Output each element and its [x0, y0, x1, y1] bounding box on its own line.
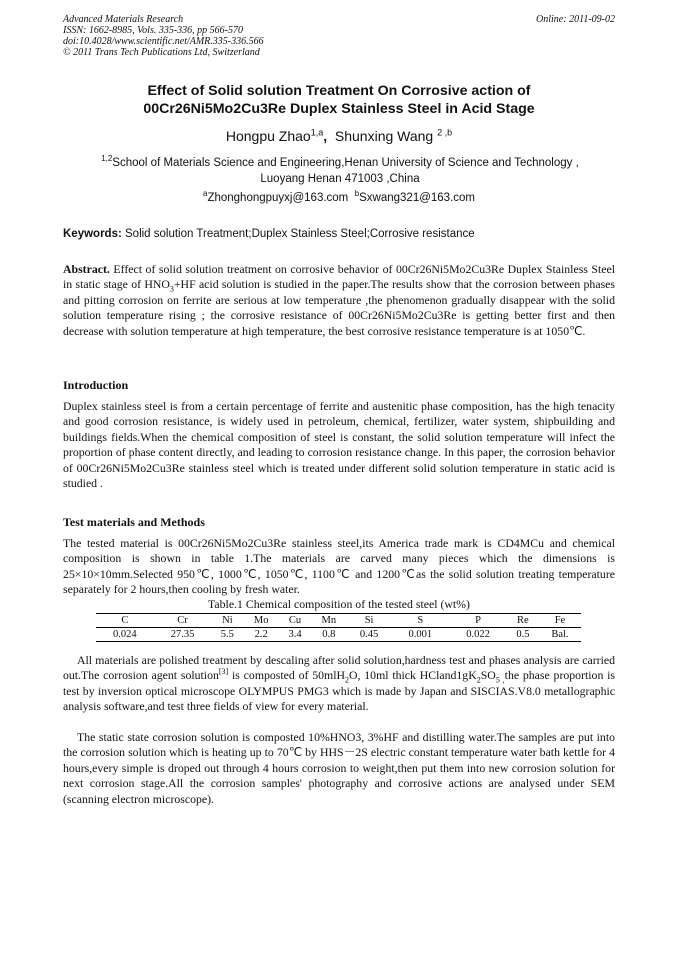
table-cell: 0.001 — [408, 629, 433, 640]
abstract-text-2: +HF acid solution is studied in the paper.The results show that the corrosion between phases and pitting corrosion on ferrite are serious at low temperature ,the phenomenon gradually disappear with the solid solution temperature rising ; the corrosive resistance of 00Cr26Ni5Mo2Cu3Re is getting better first and then decrease with solution temperature at high temperature, the best corrosive resistance temperature is at 1050℃. — [63, 277, 615, 338]
methods-p2-text-c: O, 10ml thick HCland1gK — [349, 668, 477, 683]
table-row — [96, 628, 581, 642]
email-a: Zhonghongpuyxj@163.com — [207, 192, 349, 204]
table-header-cell: Si — [364, 615, 374, 626]
journal-copyright: © 2011 Trans Tech Publications Ltd, Switzerland — [63, 47, 260, 58]
methods-p2-sub-2: 2 — [476, 675, 481, 685]
abstract — [63, 262, 615, 339]
table-cell: 5.5 — [220, 629, 234, 640]
table-cell: Bal. — [551, 629, 569, 640]
keywords-label: Keywords: — [63, 228, 122, 240]
citation-ref: [3] — [218, 667, 229, 677]
methods-p2-sub-1: 2 — [345, 675, 349, 685]
table-header-cell: Fe — [554, 615, 566, 626]
methods-p2-text-b: is composted of 50mlH — [228, 668, 345, 683]
paper-title — [40, 82, 638, 118]
composition-table — [96, 613, 581, 642]
table-header-cell: Mo — [253, 615, 269, 626]
methods-p2-text-d: SO — [480, 668, 496, 683]
table-cell: 3.4 — [288, 629, 302, 640]
author-2-sup: 2 ,b — [437, 127, 453, 138]
table-header-row — [96, 614, 581, 628]
table-cell: 0.8 — [322, 629, 336, 640]
affiliation-line-1: School of Materials Science and Engineering,Henan University of Science and Technology , — [112, 157, 579, 169]
methods-heading: Test materials and Methods — [63, 515, 205, 529]
table-cell: 27.35 — [170, 629, 195, 640]
methods-paragraph-2 — [63, 653, 615, 715]
table-header-cell: Ni — [222, 615, 233, 626]
table-caption: Table.1 Chemical composition of the tested steel (wt%) — [208, 597, 470, 611]
methods-paragraph-3: The static state corrosion solution is composted 10%HNO3, 3%HF and distilling water.The samples are put into the corrosion solution which is heating up to 70℃ by HHS－2S electric constant temperature water bath kettle for 4 hours,every simple is droped out through 4 hours corrosion to weight,then put them into new corrosion solution for next corrosion stage.All the corrosion samples' photography and corrosive actions are analysed under SEM (scanning electron microscope). — [63, 730, 615, 806]
affiliation — [70, 155, 610, 187]
table-header-cell: Mn — [321, 615, 337, 626]
affiliation-line-2: Luoyang Henan 471003 ,China — [260, 173, 420, 185]
journal-doi: doi:10.4028/www.scientific.net/AMR.335-336.566 — [63, 36, 264, 47]
author-1-sup: 1,a — [310, 127, 324, 138]
author-1-name: Hongpu Zhao — [225, 128, 311, 144]
methods-p2-sub-3: 5 , — [495, 675, 505, 685]
affiliation-sup: 1,2 — [101, 154, 113, 164]
methods-p2-text-a: All materials are polished treatment by descaling after solid solution,hardness test and phases analysis are carried out.The corrosion agent solution — [63, 653, 615, 683]
table-cell: 2.2 — [254, 629, 268, 640]
abstract-sub-1: 3 — [169, 284, 174, 294]
abstract-label: Abstract. — [63, 262, 110, 276]
journal-header — [63, 14, 615, 58]
table-cell: 0.5 — [516, 629, 530, 640]
introduction-heading: Introduction — [63, 378, 129, 392]
table-cell: 0.022 — [466, 629, 490, 640]
table-cell: 0.024 — [113, 629, 137, 640]
online-date: Online: 2011-09-02 — [536, 14, 615, 25]
methods-p2-text-e: the phase proportion is test by inversion optical microscope OLYMPUS PMG3 which is made by Japan and SISCIAS.V8.0 metallographic analysis software,and test three fields of view for every material. — [63, 668, 616, 714]
title-line-1: Effect of Solid solution Treatment On Corrosive action of — [147, 83, 531, 99]
keywords-text: Solid solution Treatment;Duplex Stainless Steel;Corrosive resistance — [125, 228, 475, 240]
email-a-sup: a — [202, 189, 208, 199]
author-list: Hongpu Zhao$^{1,a}$, Shunxing Wang $^{2 ,b}$ — [225, 127, 453, 144]
title-line-2: 00Cr26Ni5Mo2Cu3Re Duplex Stainless Steel in Acid Stage — [143, 101, 535, 117]
table-header-cell: S — [417, 615, 424, 626]
table-header-cell: Cr — [177, 615, 188, 626]
methods-paragraph-1: The tested material is 00Cr26Ni5Mo2Cu3Re stainless steel,its America trade mark is CD4MCu and chemical composition is shown in table 1.The materials are carved many pieces which the dimensions is 25×10×10mm.Selected 950℃, 1000℃, 1050℃, 1100℃ and 1200℃as the solid solution treating temperature separately for 2 hours,then cooling by fresh water. — [63, 536, 615, 597]
abstract-text-1: Effect of solid solution treatment on corrosive behavior of 00Cr26Ni5Mo2Cu3Re Duplex Stainless Steel in static stage of HNO — [63, 262, 616, 292]
introduction-text: Duplex stainless steel is from a certain percentage of ferrite and austenitic phase composition, has the high tenacity and good corrosion resistance, is widely used in petroleum, chemical, fertilizer, water system, shipbuilding and buildings fields.When the chemical composition of steel is constant, the solid solution temperature will infect the proportion of phase content directly, and leading to corrosion resistance change. In this paper, the corrosion behavior of 00Cr26Ni5Mo2Cu3Re stainless steel which is treated under different solid solution temperature in static acid is studied . — [63, 399, 615, 491]
journal-name: Advanced Materials Research — [63, 14, 184, 25]
table-header-cell: P — [475, 615, 481, 626]
table-cell: 0.45 — [359, 629, 379, 640]
table-header-cell: Cu — [288, 615, 302, 626]
table-header-cell: C — [121, 615, 129, 626]
keywords — [63, 228, 623, 240]
email-list — [40, 189, 638, 204]
author-2-name: Shunxing Wang — [334, 128, 434, 144]
table-header-cell: Re — [517, 615, 529, 626]
email-b: Sxwang321@163.com — [359, 192, 475, 204]
journal-issn: ISSN: 1662-8985, Vols. 335-336, pp 566-570 — [63, 25, 243, 36]
email-b-sup: b — [354, 189, 360, 199]
